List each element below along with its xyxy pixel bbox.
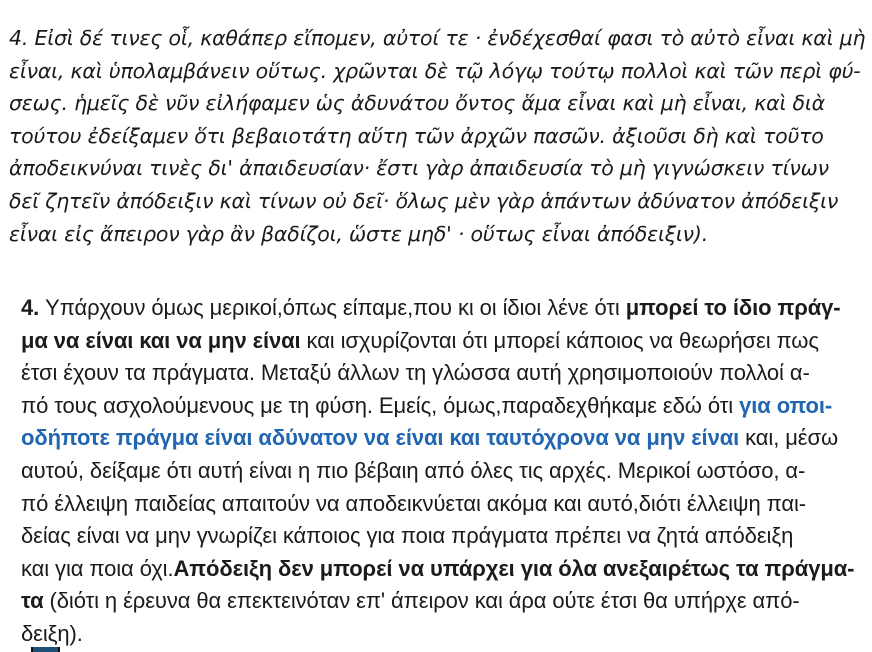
cut-off-bottom-element [31, 647, 60, 652]
modern-greek-translation-paragraph [21, 292, 854, 651]
body-text: πό τους ασχολούμενους με τη φύση. Εμείς, όμως,παραδεχθήκαμε εδώ ότι [21, 392, 740, 418]
text-line [21, 618, 854, 651]
text-line [21, 520, 854, 553]
body-text: αυτού, δείξαμε ότι αυτή είναι η πιο βέβαιη από όλες τις αρχές. Μερικοί ωστόσο, α- [21, 457, 806, 483]
text-line: σεως. ἡμεῖς δὲ νῦν εἰλήφαμεν ὡς ἀδυνάτου ὄντος ἅμα εἶναι καὶ μὴ εἶναι, καὶ διὰ [9, 91, 825, 116]
highlighted-blue-text: οδήποτε πράγμα είναι αδύνατον να είναι και ταυτόχρονα να μην είναι [21, 425, 740, 451]
body-text: δείας είναι να μην γνωρίζει κάποιος για ποια πράγματα πρέπει να ζητά απόδειξη [21, 523, 794, 549]
body-text: και, μέσω [739, 425, 839, 451]
bold-text: 4. [21, 295, 46, 320]
highlighted-blue-text: για οποι- [739, 392, 833, 418]
body-text: Υπάρχουν όμως μερικοί,όπως είπαμε,που κι οι ίδιοι λένε ότι [45, 295, 626, 320]
bold-text: μπορεί το ίδιο πράγ- [625, 295, 841, 320]
bold-text: τα [21, 588, 44, 614]
text-line [21, 488, 854, 521]
body-text: (διότι η έρευνα θα επεκτεινόταν επ' άπειρον και άρα ούτε έτσι θα υπήρχε από- [43, 588, 800, 614]
text-line [21, 390, 854, 423]
text-line: εἶναι, καὶ ὑπολαμβάνειν οὕτως. χρῶνται δὲ τῷ λόγῳ τούτῳ πολλοὶ καὶ τῶν περὶ φύ- [9, 58, 861, 83]
text-line: τούτου ἐδείξαμεν ὅτι βεβαιοτάτη αὕτη τῶν ἀρχῶν πασῶν. ἀξιοῦσι δὴ καὶ τοῦτο [9, 123, 824, 148]
text-line: δεῖ ζητεῖν ἀπόδειξιν καὶ τίνων οὐ δεῖ· ὅλως μὲν γὰρ ἁπάντων ἀδύνατον ἀπόδειξιν [9, 188, 839, 213]
body-text: δειξη). [21, 620, 83, 646]
text-line: εἶναι εἰς ἄπειρον γὰρ ἂν βαδίζοι, ὥστε μηδ' · οὕτως εἶναι ἀπόδειξιν). [9, 221, 709, 246]
body-text: έτσι έχουν τα πράγματα. Μεταξύ άλλων τη γλώσσα αυτή χρησιμοποιούν πολλοί α- [21, 360, 810, 386]
bold-text: μα να είναι και να μην είναι [21, 327, 301, 353]
body-text: πό έλλειψη παιδείας απαιτούν να αποδεικνύεται ακόμα και αυτό,διότι έλλειψη παι- [21, 490, 807, 516]
text-line [21, 357, 854, 390]
text-line: 4. Εἰσὶ δέ τινες οἷ, καθάπερ εἴπομεν, αὐτοί τε · ἐνδέχεσθαί φασι τὸ αὐτὸ εἶναι καὶ μὴ [9, 26, 866, 50]
text-line [21, 325, 854, 358]
text-line [21, 553, 854, 586]
text-line [21, 422, 854, 455]
body-text: και ισχυρίζονται ότι μπορεί κάποιος να θεωρήσει πως [300, 327, 819, 353]
ancient-greek-paragraph [9, 22, 865, 250]
body-text: και για ποια όχι. [21, 555, 174, 581]
text-line: ἀποδεικνύναι τινὲς δι' ἀπαιδευσίαν· ἔστι γὰρ ἀπαιδευσία τὸ μὴ γιγνώσκειν τίνων [9, 156, 829, 181]
text-line [21, 585, 854, 618]
bold-text: Απόδειξη δεν μπορεί να υπάρχει για όλα ανεξαιρέτως τα πράγμα- [173, 555, 855, 581]
text-line [21, 292, 854, 325]
text-line [21, 455, 854, 488]
